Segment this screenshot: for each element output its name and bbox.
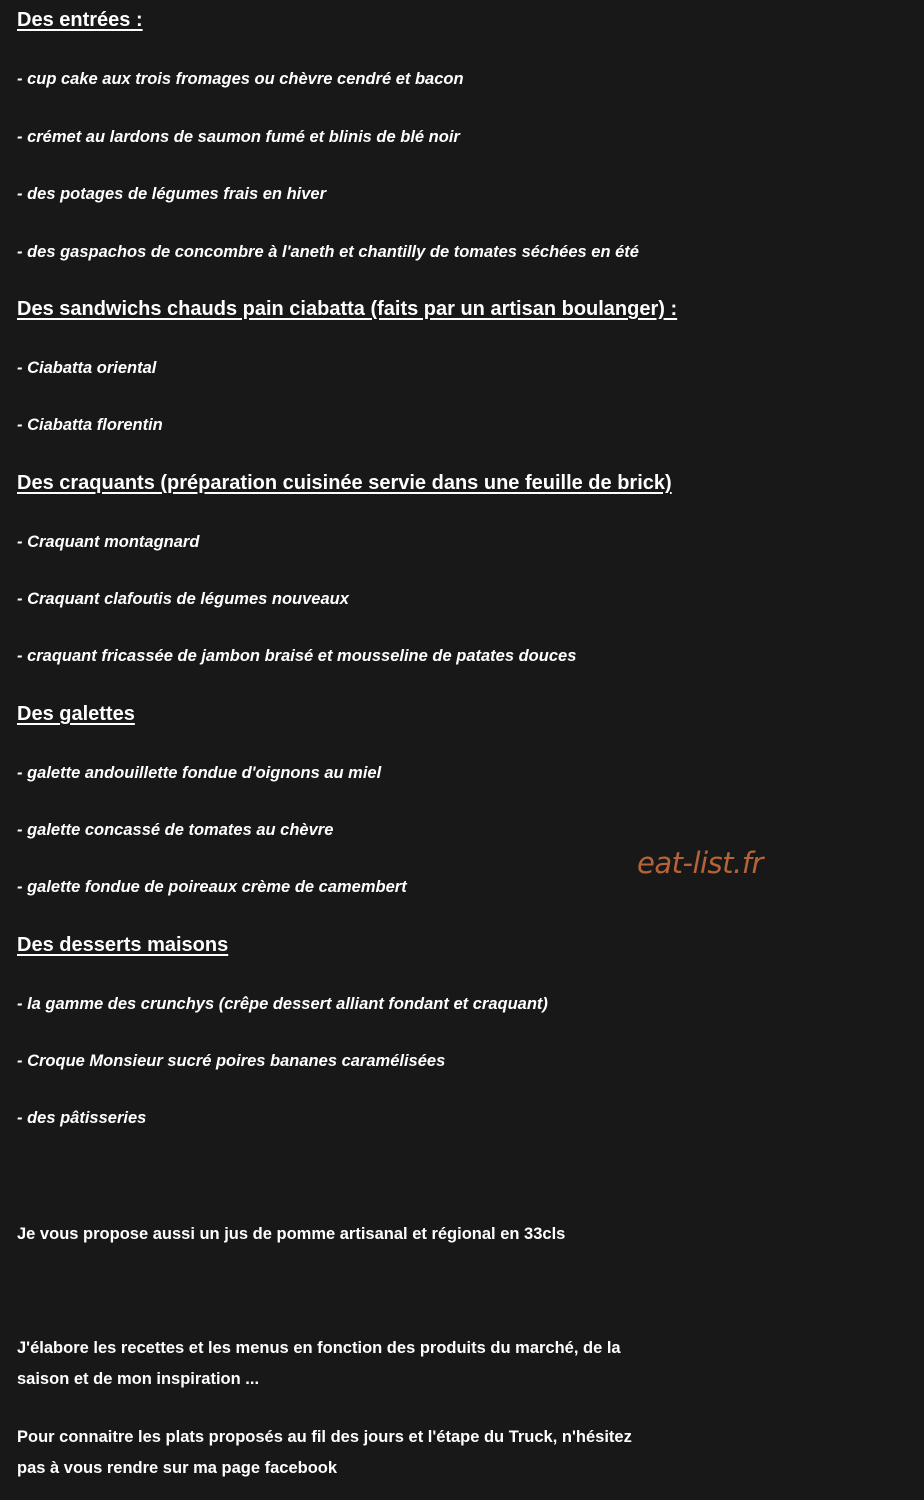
recipes-note xyxy=(17,1333,737,1395)
menu-item: - galette andouillette fondue d'oignons au miel xyxy=(17,764,382,782)
menu-item: - des pâtisseries xyxy=(17,1109,147,1127)
section-heading-craquants: Des craquants (préparation cuisinée servie dans une feuille de brick) xyxy=(17,472,672,494)
menu-item: - Ciabatta oriental xyxy=(17,359,157,377)
recipes-note-line: saison et de mon inspiration ... xyxy=(17,1370,260,1388)
menu-item: - des gaspachos de concombre à l'aneth et chantilly de tomates séchées en été xyxy=(17,243,639,261)
menu-item: - la gamme des crunchys (crêpe dessert alliant fondant et craquant) xyxy=(17,995,548,1013)
facebook-note xyxy=(17,1422,737,1484)
recipes-note-line: J'élabore les recettes et les menus en fonction des produits du marché, de la xyxy=(17,1339,621,1357)
section-heading-entrees: Des entrées : xyxy=(17,9,143,31)
section-heading-galettes: Des galettes xyxy=(17,703,135,725)
facebook-note-line: Pour connaitre les plats proposés au fil des jours et l'étape du Truck, n'hésitez xyxy=(17,1428,632,1446)
facebook-note-line: pas à vous rendre sur ma page facebook xyxy=(17,1459,338,1477)
juice-note-text: Je vous propose aussi un jus de pomme artisanal et régional en 33cls xyxy=(17,1225,566,1243)
menu-item: - Craquant clafoutis de légumes nouveaux xyxy=(17,590,349,608)
menu-item: - Ciabatta florentin xyxy=(17,416,163,434)
menu-item: - crémet au lardons de saumon fumé et blinis de blé noir xyxy=(17,128,460,146)
juice-note xyxy=(17,1219,737,1250)
menu-item: - galette fondue de poireaux crème de camembert xyxy=(17,878,407,896)
section-heading-sandwichs: Des sandwichs chauds pain ciabatta (faits par un artisan boulanger) : xyxy=(17,298,678,320)
menu-item: - craquant fricassée de jambon braisé et mousseline de patates douces xyxy=(17,647,577,665)
menu-item: - Croque Monsieur sucré poires bananes caramélisées xyxy=(17,1052,446,1070)
menu-item: - des potages de légumes frais en hiver xyxy=(17,185,327,203)
menu-item: - galette concassé de tomates au chèvre xyxy=(17,821,334,839)
menu-item: - cup cake aux trois fromages ou chèvre cendré et bacon xyxy=(17,70,464,88)
menu-item: - Craquant montagnard xyxy=(17,533,200,551)
watermark-logo: eat-list.fr xyxy=(637,846,763,880)
section-heading-desserts: Des desserts maisons xyxy=(17,934,229,956)
